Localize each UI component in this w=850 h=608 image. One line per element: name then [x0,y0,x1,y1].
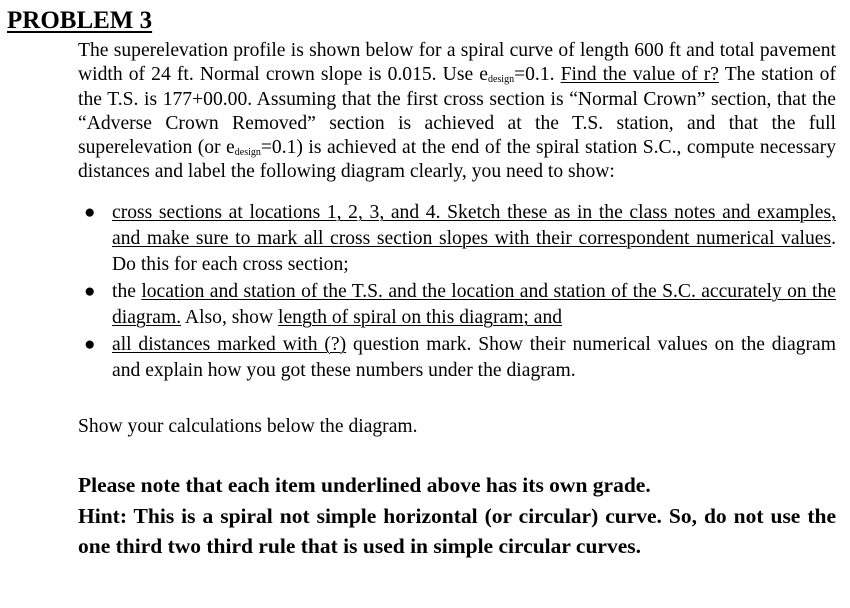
grading-note-line: Please note that each item underlined above has its own grade. [78,473,651,497]
intro-text-1: The superelevation profile is shown below for a spiral curve of length 600 ft and total pavement width of 24 ft. Normal crown slope is 0.015. Use e [78,40,836,86]
locations-underlined: location and station of the T.S. and the location and station of the S.C. accurately on the diagram. [112,281,836,328]
intro-text-4: =0.1) is achieved at the end of the spiral station S.C., compute necessary distances and label the following diagram clearly, you need to show: [78,137,836,183]
requirement-item-locations [78,279,836,331]
hint-text: Hint: This is a spiral not simple horizontal (or circular) curve. So, do not use the one third two third rule that is used in simple circular curves. [78,503,836,558]
distances-rest: question mark. Show their numerical values on the diagram and explain how you got these numbers under the diagram. [112,334,836,381]
find-r-underlined: Find the value of r? [560,64,719,86]
locations-pre: the [112,281,142,302]
design-subscript-1: design [487,74,515,86]
problem-statement [78,39,836,185]
spiral-length-underlined: length of spiral on this diagram; and [278,307,563,328]
bullet-icon: ● [84,281,96,302]
intro-text-3: The station of the T.S. is 177+00.00. Assuming that the first cross section is “Normal Crown” section, that the “Adverse Crown Removed” section is achieved at the T.S. station, and that the full superelevation (or e [78,64,836,159]
problem-title: PROBLEM 3 [7,7,153,34]
requirements-list [78,200,836,385]
distances-underlined: all distances marked with (?) [112,334,347,355]
bullet-icon: ● [84,334,96,355]
cross-sections-underlined: cross sections at locations 1, 2, 3, and 4. Sketch these as in the class notes and examples, and make sure to mark all cross section slopes with their correspondent numerical values [112,202,836,249]
requirement-item-cross-sections [78,200,836,278]
grading-note [78,470,836,562]
bullet-icon: ● [84,202,96,223]
requirement-item-distances [78,332,836,384]
show-calculations-text: Show your calculations below the diagram. [78,416,418,437]
cross-sections-rest: . Do this for each cross section; [112,228,836,275]
locations-mid: Also, show [181,307,279,328]
intro-text-2: =0.1. [514,64,561,86]
design-subscript-2: design [234,147,261,159]
